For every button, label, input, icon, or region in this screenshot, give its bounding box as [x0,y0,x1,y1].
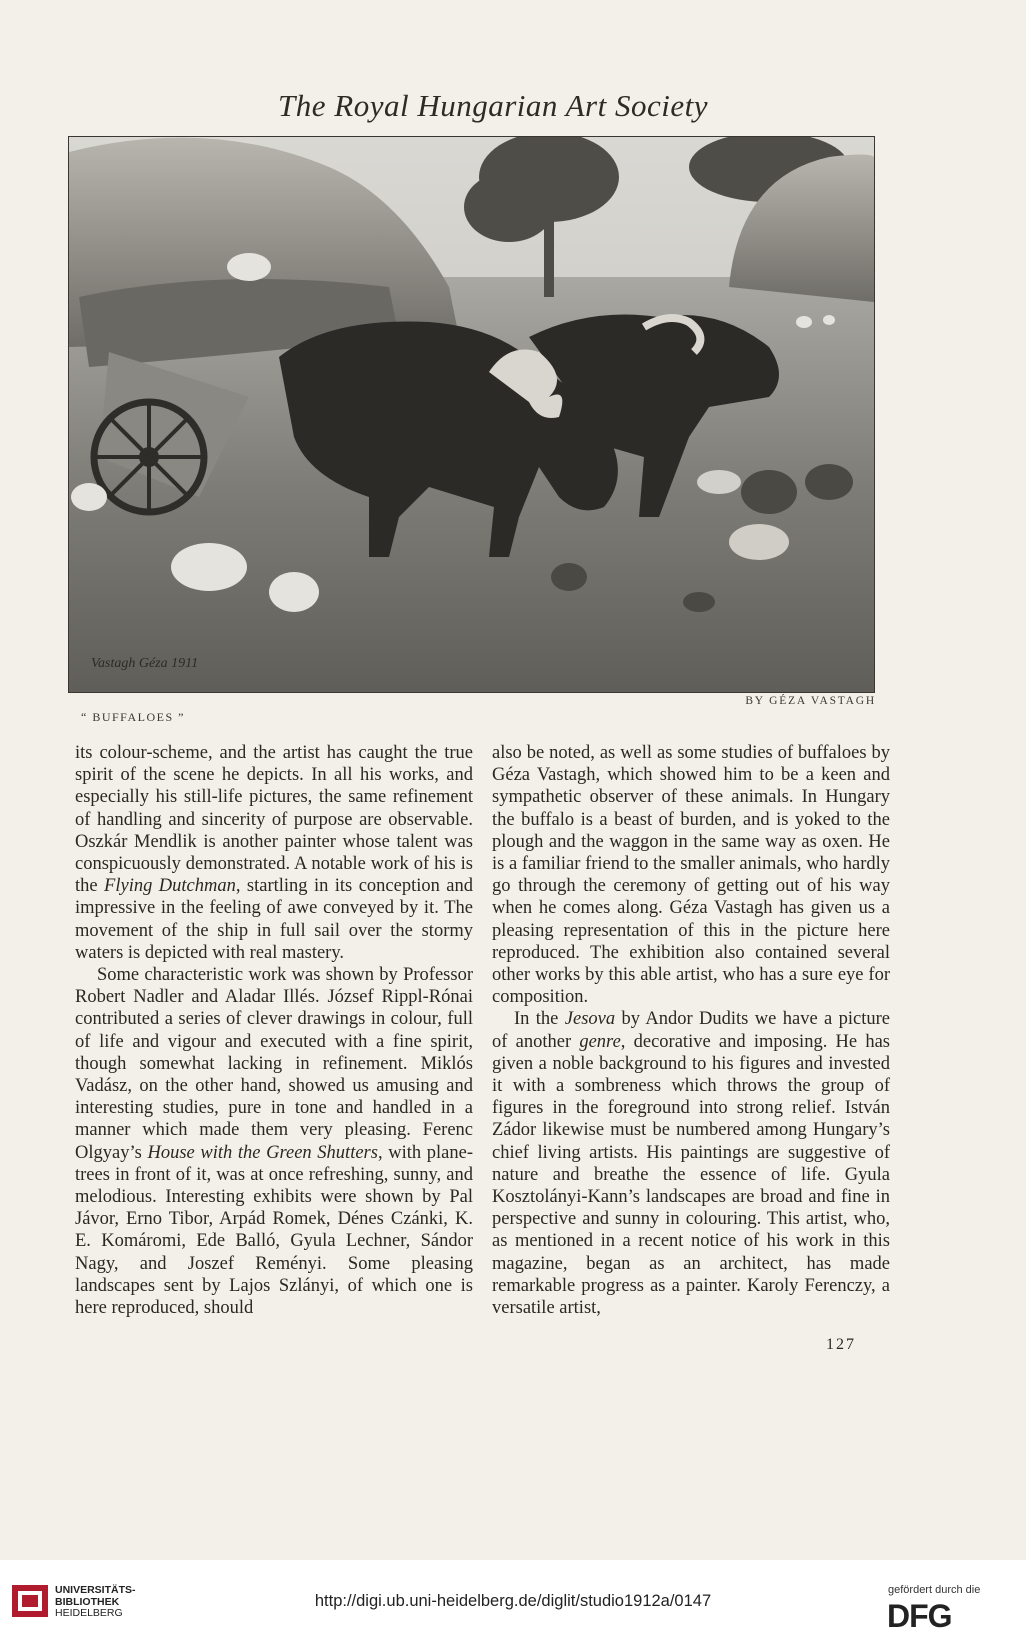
permalink-url[interactable]: http://digi.ub.uni-heidelberg.de/diglit/studio1912a/0147 [314,1592,712,1610]
left-column [75,742,473,1319]
genre-word: genre [579,1031,621,1052]
work-title-house-green-shutters: House with the Green Shutters [147,1142,378,1163]
right-paragraph-1: also be noted, as well as some studies of buffaloes by Géza Vastagh, which showed him to be a keen and sympathetic observer of these animals. In Hungary the buffalo is a beast of burden, and is yoked to the plough and the waggon in the same way as oxen. He is a familiar friend to the smaller animals, who hardly go through the ceremony of getting out of his way when he comes along. Géza Vastagh has given us a pleasing representation of this in the picture here reproduced. The exhibition also contained several other works by this able artist, who has a sure eye for composition. [492,743,890,1008]
funding-label: gefördert durch die [888,1584,981,1596]
running-head: The Royal Hungarian Art Society [278,88,708,123]
plate-title-caption: “ BUFFALOES ” [81,710,185,724]
page-number: 127 [826,1336,856,1353]
left-paragraph-2: Some characteristic work was shown by Professor Robert Nadler and Aladar Illés. József Rippl-Rónai contributed a series of clever drawings in colour, full of life and vigour and executed with a fine spirit, though somewhat lacking in refinement. Miklós Vadász, on the other hand, showed us amusing and interesting studies, pure in tone and handled in a manner which made them very pleasing. Ferenc Olgyay’s House with the Green Shutters, with plane-trees in front of it, was at once refreshing, sunny, and melodious. Interesting exhibits were shown by Pal Jávor, Erno Tibor, Arpád Romek, Dénes Czánki, K. E. Komáromi, Ede Balló, Gyula Lechner, Sándor Nagy, and Joszef Reményi. Some pleasing landscapes sent by Lajos Szlányi, of which one is here reproduced, should [75,965,473,1319]
work-title-jesova: Jesova [564,1009,616,1030]
right-column [492,742,890,1319]
buffaloes-painting-plate [68,136,875,693]
right-paragraph-2: In the Jesova by Andor Dudits we have a picture of another genre, decorative and imposing. He has given a noble background to his figures and invested it with a sombreness which throws the group of figures in the foreground into strong relief. István Zádor likewise must be numbered among Hungary’s chief living artists. His paintings are suggestive of nature and breathe the essence of life. Gyula Kosztolányi-Kann’s landscapes are broad and fine in perspective and sunny in colouring. This artist, who, as mentioned in a recent notice of his work in this magazine, began as an architect, has made remarkable progress as a painter. Karoly Ferenczy, a versatile artist, [492,1009,890,1319]
buffaloes-painting-image [69,137,874,692]
library-name: UNIVERSITÄTS- BIBLIOTHEK HEIDELBERG [55,1584,136,1619]
plate-artist-caption: BY GÉZA VASTAGH [745,695,876,707]
left-paragraph-1: its colour-scheme, and the artist has caught the true spirit of the scene he depicts. In all his works, and especially his still-life pictures, the same refinement of handling and sincerity of purpose are observable. Oszkár Mendlik is another painter whose talent was conspicuously demonstrated. A notable work of his is the Flying Dutchman, startling in its conception and impressive in the feeling of awe conveyed by it. The movement of the ship in full sail over the stormy waters is depicted with real mastery. [75,743,473,963]
painting-signature: Vastagh Géza 1911 [91,656,199,671]
work-title-flying-dutchman: Flying Dutchman [104,876,236,897]
dfg-logo: DFG [887,1598,952,1634]
